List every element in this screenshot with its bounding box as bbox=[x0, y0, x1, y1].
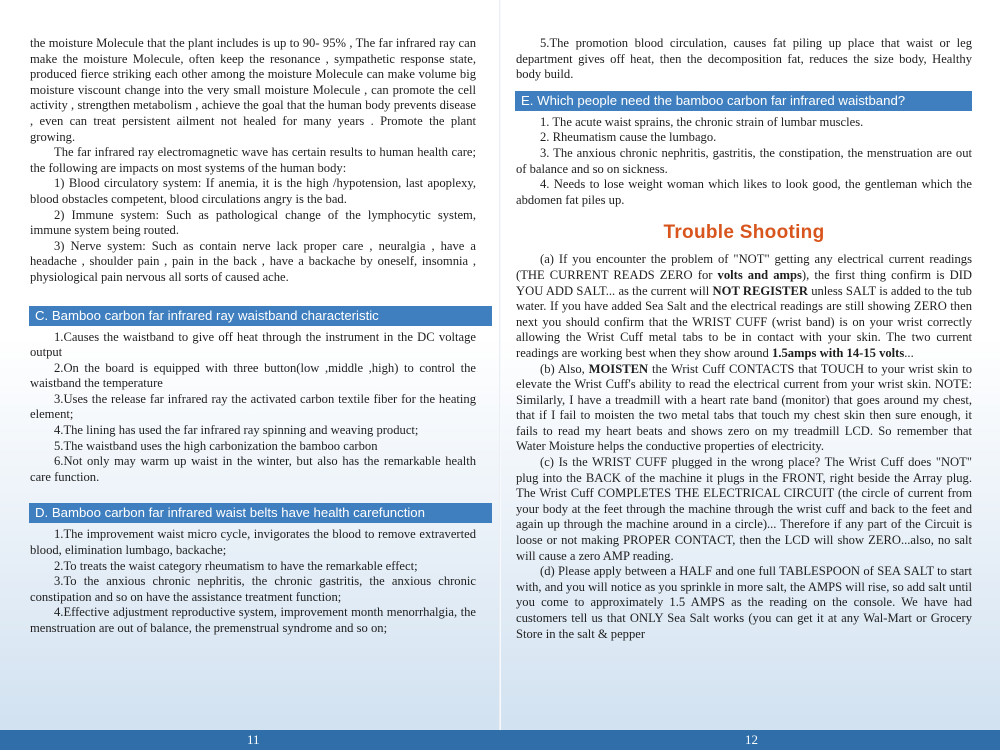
right-page bbox=[500, 0, 1000, 730]
bold-run: MOISTEN bbox=[588, 361, 649, 376]
list-item: 1. The acute waist sprains, the chronic strain of lumbar muscles. bbox=[540, 114, 864, 129]
text-run: the Wrist Cuff CONTACTS that TOUCH to your wrist skin to elevate the Wrist Cuff's ability to read the electrical current from your wrist skin. NOTE: Similarly, I have a treadmill with a heart rate band (monitor) that goes around my chest, that if I fail to moisten the two metal tabs that touch my chest skin then sure enough, it fails to read my heart beats and shows zero on my treadmill LCD. So remember that Water Moisture helps the conductive properties of electricity. bbox=[516, 361, 972, 454]
intro-list-item: 2) Immune system: Such as pathological change of the lymphocytic system, immune system being routed. bbox=[30, 207, 476, 238]
list-item: 4. Needs to lose weight woman which likes to look good, the gentleman which the abdomen fat piles up. bbox=[516, 177, 972, 207]
list-item: 5.The waistband uses the high carbonization the bamboo carbon bbox=[54, 438, 378, 453]
intro-paragraph: the moisture Molecule that the plant includes is up to 90- 95% , The far infrared ray can make the moisture Molecule, often keep the resonance , sympathetic response state, produced fierce striking each other among the moisture Molecule can make volume big moisture viscount change into the very small moisture Molecule , can promote the cell activity , strengthen metabolism , achieve the goal that the human body prevents disease , even can treat persistent ailment not healed for many years . Promote the plant growing. bbox=[30, 36, 476, 144]
list-item: 4.The lining has used the far infrared ray spinning and weaving product; bbox=[54, 423, 419, 438]
list-item: 2.On the board is equipped with three button(low ,middle ,high) to control the waistband the temperature bbox=[30, 360, 476, 391]
intro-paragraph: 5.The promotion blood circulation, causes fat piling up place that waist or leg department gives off heat, then the decomposition fat, reduces the size body, Healthy body build. bbox=[516, 36, 972, 82]
list-item: 2.To treats the waist category rheumatism to have the remarkable effect; bbox=[54, 558, 418, 573]
text-run: unless SALT is added to the tub water. If you have added Sea Salt and the electrical readings are still showing ZERO then next you should confirm that the WRIST CUFF (wrist band) is on your wrist correctly allowing the Wrist Cuff metal tabs to be in contact with your skin. The two current readings are working best when they show around bbox=[516, 283, 972, 360]
section-e-heading: E. Which people need the bamboo carbon far infrared waistband? bbox=[515, 91, 972, 111]
trouble-item-c: (c) Is the WRIST CUFF plugged in the wrong place? The Wrist Cuff does "NOT" plug into the BACK of the machine it plugs in the FRONT, right beside the Array plug. The Wrist Cuff COMPLETES THE ELECTRICAL CIRCUIT (the circle of current from your body at the feet through the machine through the wrist cuff and back to the feet and again up through the machine around in a circle)... Therefore if any part of the Circuit is loose or not making PROPER CONTACT, then the LCD will show ZERO...also, no salt will cause a zero AMP reading. bbox=[516, 455, 972, 563]
section-c-heading: C. Bamboo carbon far infrared ray waistband characteristic bbox=[29, 306, 492, 326]
footer-bar bbox=[0, 730, 1000, 750]
list-item: 6.Not only may warm up waist in the winter, but also has the remarkable health care function. bbox=[30, 454, 476, 484]
section-d-heading: D. Bamboo carbon far infrared waist belts have health carefunction bbox=[29, 503, 492, 523]
list-item: 4.Effective adjustment reproductive system, improvement month menorrhalgia, the menstruation are out of balance, the premenstrual syndrome and so on; bbox=[30, 605, 476, 635]
bold-run: NOT REGISTER bbox=[712, 283, 808, 298]
page-number-left: 11 bbox=[247, 732, 260, 747]
bold-run: 1.5amps with 14-15 volts bbox=[772, 345, 905, 360]
list-item: 1.Causes the waistband to give off heat through the instrument in the DC voltage output bbox=[30, 329, 476, 360]
intro-paragraph: The far infrared ray electromagnetic wave has certain results to human health care; the following are impacts on most systems of the human body: bbox=[30, 145, 476, 175]
intro-list-item: 3) Nerve system: Such as contain nerve lack proper care , neuralgia , have a headache , shoulder pain , pain in the back , have a backache by oneself, insomnia , physiological pain nervous all sorts of caused ache. bbox=[30, 238, 476, 284]
list-item: 3.To the anxious chronic nephritis, the chronic gastritis, the anxious chronic constipation and so on have the assistance treatment function; bbox=[30, 574, 476, 604]
bold-run: volts and amps bbox=[717, 267, 802, 282]
trouble-item-d: (d) Please apply between a HALF and one full TABLESPOON of SEA SALT to start with, and you will notice as you sprinkle in more salt, the AMPS will rise, so add salt until you come to approximately 1.5 AMPS as the reading on the console. We have had customers tell us that ONLY Sea Salt works (you can get it at any Wal-Mart or Grocery Store in the salt & pepper bbox=[516, 564, 972, 641]
trouble-item-a bbox=[516, 252, 972, 361]
list-item: 3. The anxious chronic nephritis, gastritis, the constipation, the menstruation are out of balance and so on sickness. bbox=[516, 145, 972, 176]
intro-list-item: 1) Blood circulatory system: If anemia, it is the high /hypotension, last apoplexy, blood obstacles competent, blood circulations angry is the bad. bbox=[30, 176, 476, 206]
list-item: 2. Rheumatism cause the lumbago. bbox=[540, 130, 717, 145]
text-run: (b) Also, bbox=[540, 361, 589, 376]
left-page bbox=[0, 0, 500, 730]
trouble-shooting-title: Trouble Shooting bbox=[663, 222, 825, 244]
text-run: ), the first thing confirm is DID YOU ADD SALT... as the current will bbox=[516, 267, 972, 298]
list-item: 1.The improvement waist micro cycle, invigorates the blood to remove extraverted blood, elimination lumbago, backache; bbox=[30, 527, 476, 558]
list-item: 3.Uses the release far infrared ray the activated carbon textile fiber for the heating element; bbox=[30, 391, 476, 422]
text-run: ... bbox=[904, 345, 914, 360]
trouble-item-b bbox=[516, 362, 972, 456]
text-run: (a) If you encounter the problem of "NOT" getting any electrical current readings (THE CURRENT READS ZERO for bbox=[516, 252, 972, 282]
page-number-right: 12 bbox=[745, 732, 758, 747]
